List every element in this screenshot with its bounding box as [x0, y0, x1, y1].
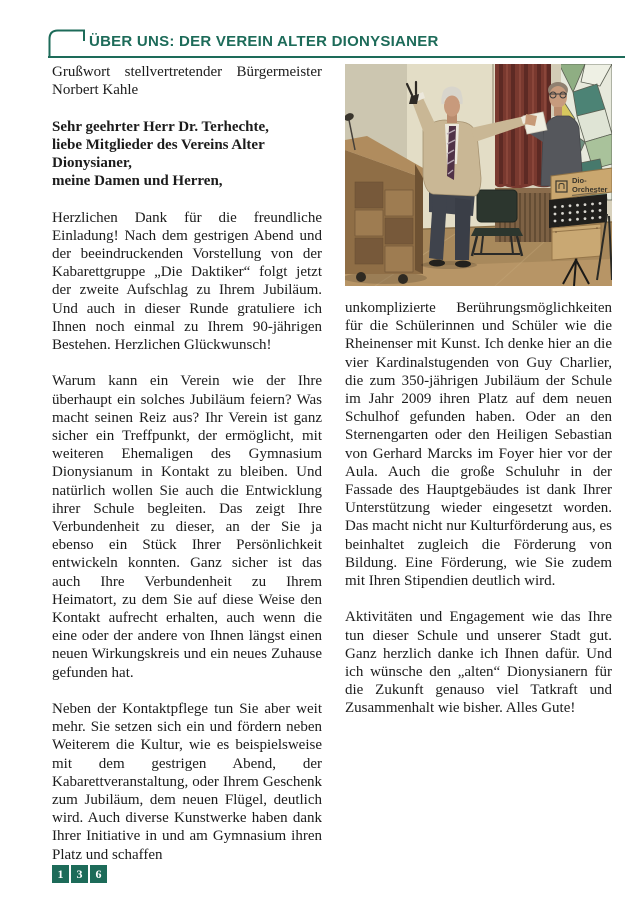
header-bracket-decoration — [48, 28, 88, 58]
left-column — [52, 63, 322, 864]
paragraph: Herzlichen Dank für die freundliche Einladung! Nach dem gestrigen Abend und der beeindruckenden Vorstellung von der Kabarettgruppe „Die Daktiker“ folgt jetzt der zweite Aufschlag zu Ihrem Jubiläum. Und auch in dieser Runde gratuliere ich Ihnen noch einmal zu Ihrem 90-jährigen Bestehen. Herzlichen Glückwunsch! — [52, 209, 322, 354]
paragraph: Warum kann ein Verein wie der Ihre überhaupt ein solches Jubiläum feiern? Was macht seinen Reiz aus? Ihr Verein ist ganz sicher ein Treffpunkt, der ermöglicht, mit weiteren Ehemaligen des Gymnasium Dionysianum in Kontakt zu bleiben. Und natürlich wollen Sie auch die Entwicklung ihrer Schule begleiten. Das zeigt Ihre Verbundenheit zu dieser, an der Sie ja ebenso ein Stück Ihrer Persönlichkeit entwickeln konnten. Ganz sicher ist das auch Ihre Verbundenheit zu Ihrem Heimatort, zu dem Sie auf diese Weise den Kontakt aufrecht erhalten, auch wenn die eine oder der andere von Ihnen längst einen neuen Wirkungskreis und ein neues Zuhause gefunden hat. — [52, 373, 322, 681]
page-number — [52, 865, 107, 883]
page-number-digit: 1 — [52, 865, 69, 883]
article-columns — [52, 63, 612, 864]
salutation-line: liebe Mitglieder des Vereins Alter Dionysianer, — [52, 136, 265, 171]
sign-text-line1: Dio- — [572, 176, 587, 185]
article-lead: Grußwort stellvertretender Bürgermeister Norbert Kahle — [52, 64, 322, 99]
page-number-digit: 6 — [90, 865, 107, 883]
page-number-digit: 3 — [71, 865, 88, 883]
header-rule — [48, 56, 625, 58]
section-title: ÜBER UNS: DER VEREIN ALTER DIONYSIANER — [89, 33, 439, 50]
paragraph: Aktivitäten und Engagement wie das Ihre tun dieser Schule und unserer Stadt gut. Ganz herzlich danke ich Ihnen dafür. Und ich wünsche den „alten“ Dionysianern für die Zukunft genauso viel Tatkraft und Zusammenhalt wie bisher. Alles Gute! — [345, 609, 612, 717]
salutation-line: Sehr geehrter Herr Dr. Terhechte, — [52, 118, 269, 135]
salutation-block — [52, 118, 322, 191]
paragraph: Neben der Kontaktpflege tun Sie aber weit mehr. Sie setzen sich ein und fördern neben Weiterem die Kultur, wie es beispielsweise mit dem gestrigen Abend, der Kabarettveranstaltung, oder Ihrem Geschenk zum Jubiläum, dem neuen Flügel, deutlich wird. Auch diverse Kunstwerke haben dank Ihrer Initiative in und am Gymnasium ihren Platz und schaffen — [52, 701, 322, 863]
right-column — [345, 63, 612, 864]
paragraph: unkomplizierte Berührungsmöglichkeiten für die Schülerinnen und Schüler wie die Rheinenser mit Kunst. Ich denke hier an die vier Kardinalstugenden von Guy Charlier, die zum 350-jährigen Jubiläum der Schule im Jahr 2009 ihren Platz auf dem neuen Schulhof gefunden haben. Oder an den Sternengarten oder den Heiligen Sebastian von Gerhard Marcks im Foyer hier vor der Aula. Auch die große Schuluhr in der Fassade des Hauptgebäudes ist dank Ihrer Unterstützung wieder eingesetzt worden. Das macht nicht nur Kulturförderung aus, es beinhaltet zugleich die Förderung von Bildung. Eine Förderung, wie Sie zudem mit Ihren Stipendien deutlich wird. — [345, 300, 613, 590]
salutation-line: meine Damen und Herren, — [52, 173, 223, 190]
cajon-drum — [552, 224, 601, 260]
sign-text-line2: Orchester — [572, 185, 608, 194]
event-photo — [345, 64, 612, 286]
